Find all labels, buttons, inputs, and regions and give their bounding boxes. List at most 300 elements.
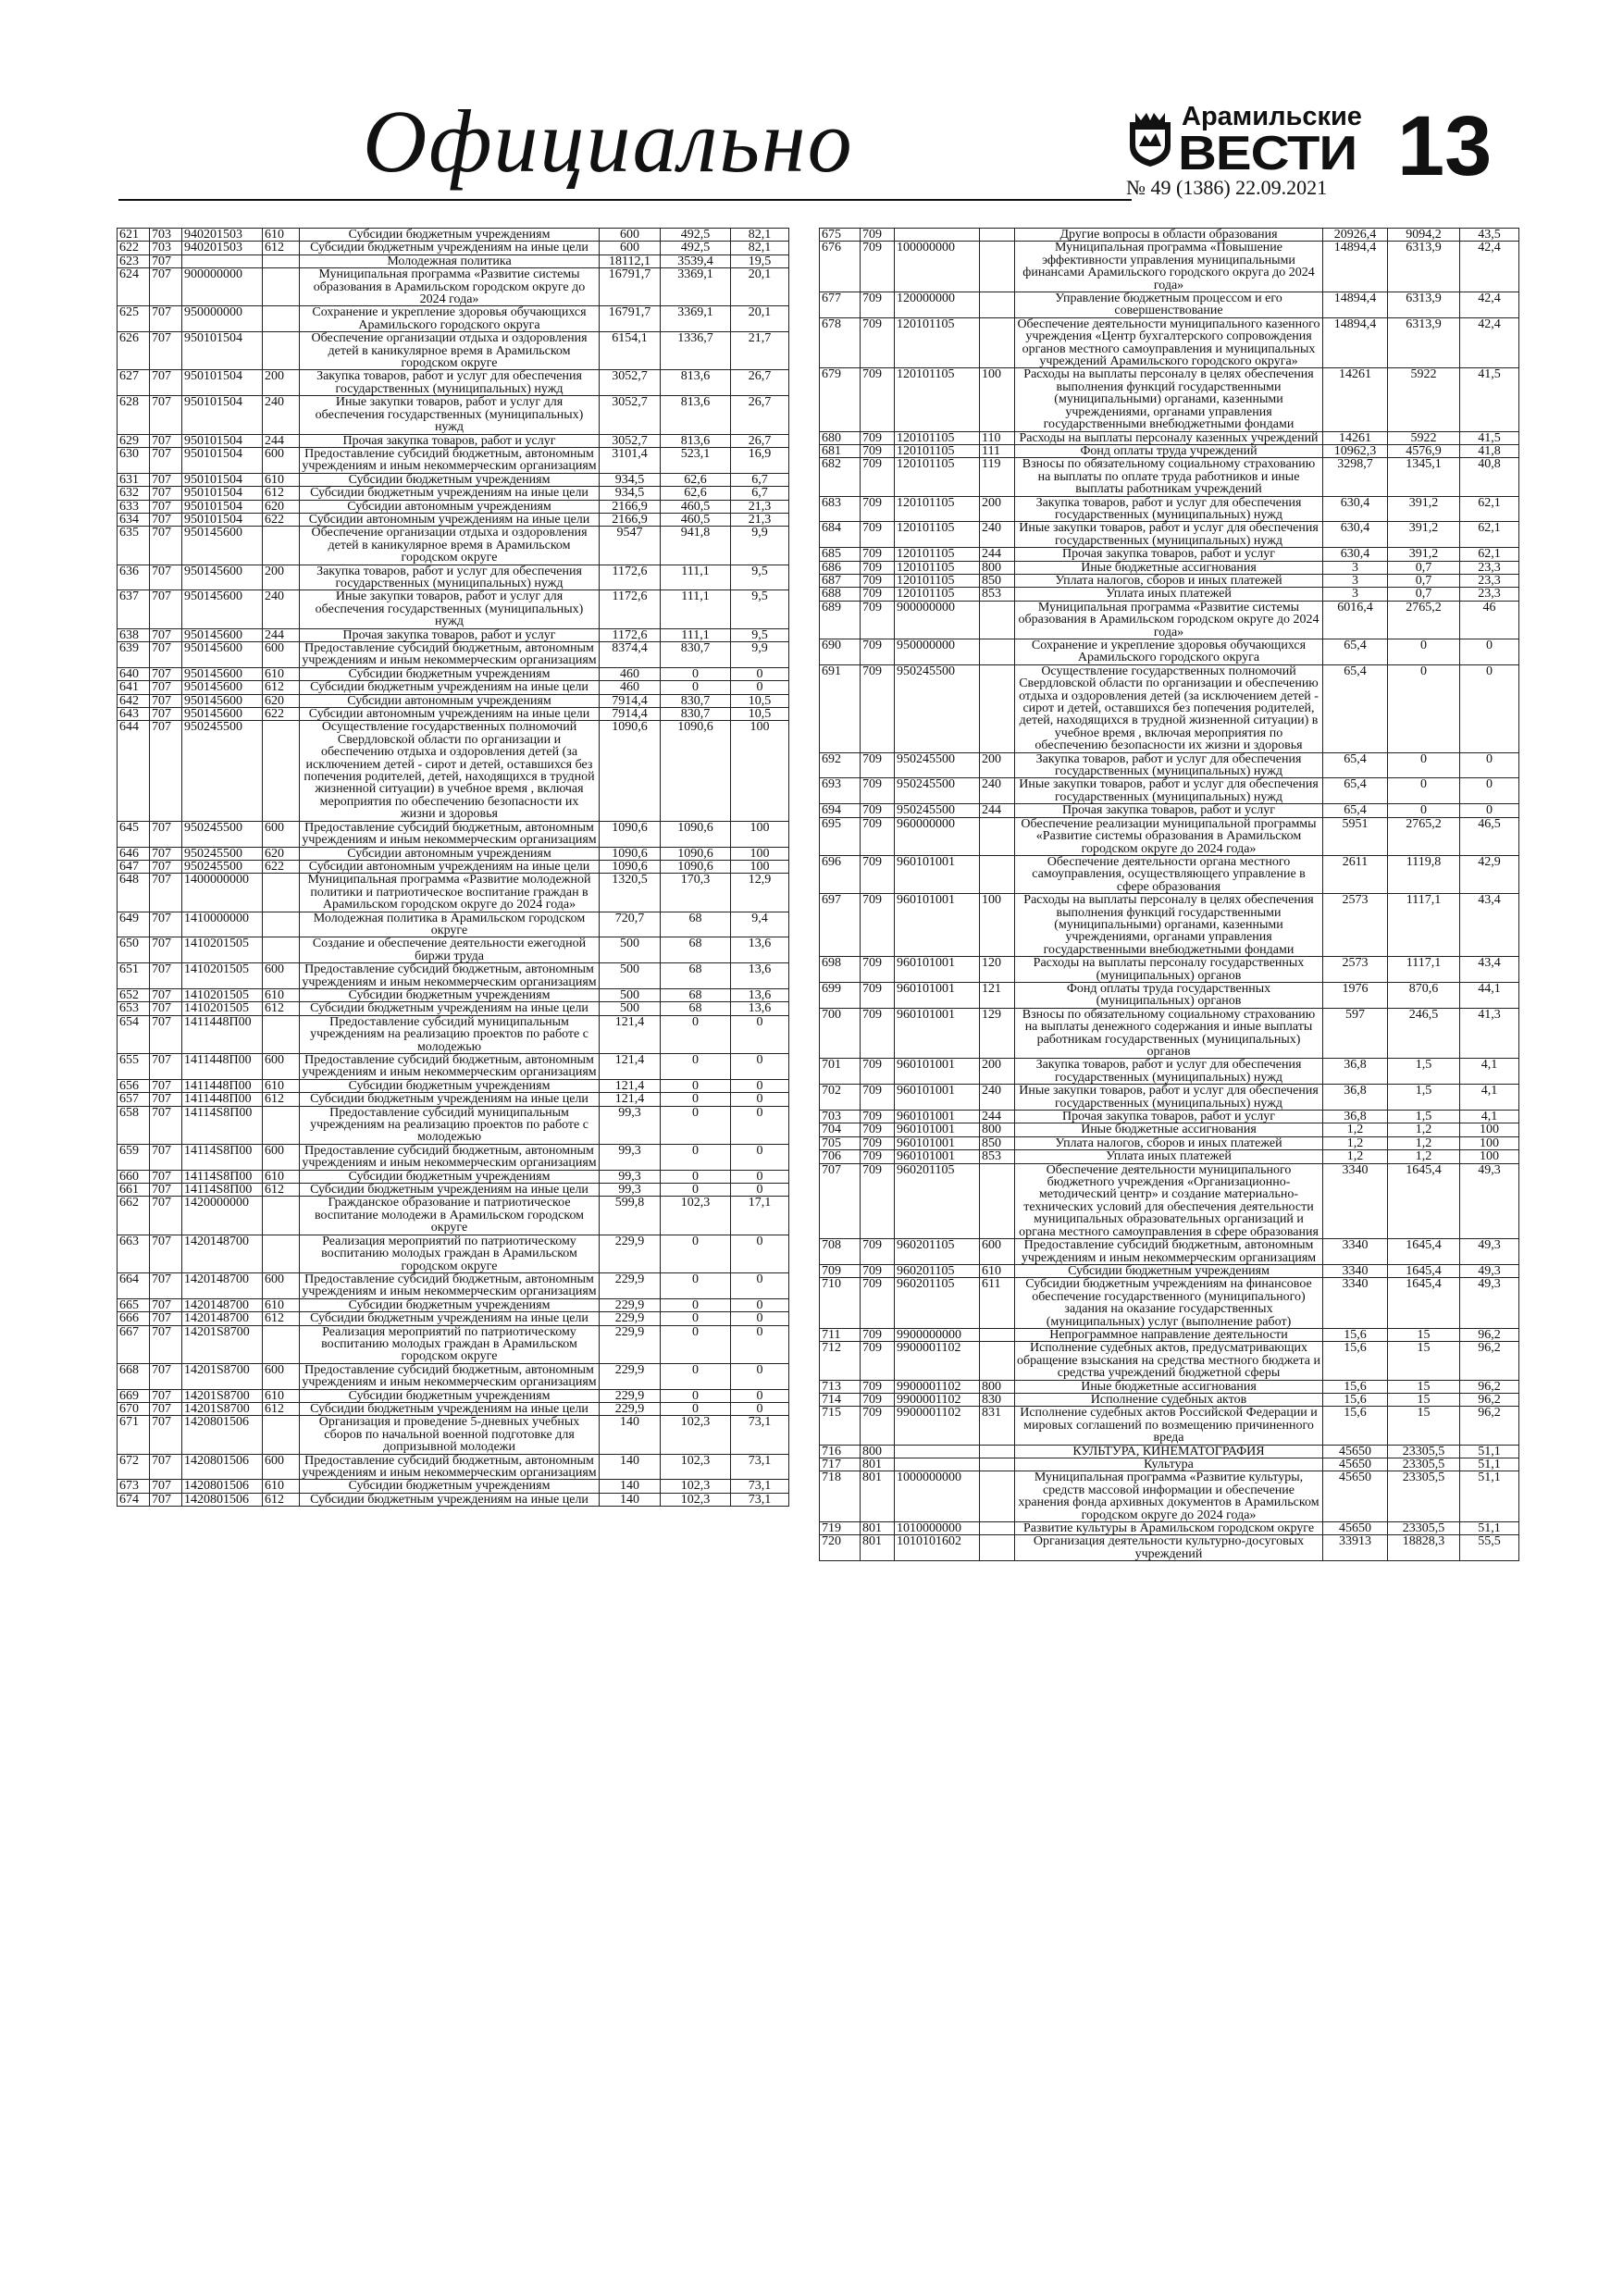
executed-amount-cell: 0: [1388, 778, 1460, 804]
section-code-cell: 707: [150, 667, 182, 680]
execution-percent-cell: 100: [1460, 1136, 1519, 1149]
section-code-cell: 709: [861, 982, 895, 1008]
section-code-cell: 707: [150, 1363, 182, 1389]
planned-amount-cell: 121,4: [600, 1054, 661, 1080]
table-row: [118, 370, 789, 396]
table-row: [820, 804, 1519, 817]
table-row: [118, 642, 789, 668]
target-article-cell: 1411448П00: [182, 1079, 263, 1092]
table-row: [820, 574, 1519, 587]
planned-amount-cell: 1172,6: [600, 590, 661, 628]
table-row: [118, 306, 789, 332]
planned-amount-cell: 1320,5: [600, 874, 661, 912]
table-row: [118, 513, 789, 526]
target-article-cell: 950145600: [182, 527, 263, 565]
executed-amount-cell: 68: [661, 963, 731, 989]
target-article-cell: 950101504: [182, 447, 263, 473]
row-number-cell: 707: [820, 1163, 861, 1238]
expense-type-cell: 612: [263, 487, 300, 500]
table-row: [820, 855, 1519, 893]
executed-amount-cell: 0: [661, 1184, 731, 1197]
target-article-cell: 1420801506: [182, 1454, 263, 1480]
section-code-cell: 707: [150, 821, 182, 847]
execution-percent-cell: 21,3: [731, 513, 789, 526]
expense-type-cell: 800: [980, 1123, 1015, 1136]
executed-amount-cell: 4576,9: [1388, 444, 1460, 457]
item-name-cell: Прочая закупка товаров, работ и услуг: [1015, 804, 1323, 817]
section-code-cell: 707: [150, 447, 182, 473]
execution-percent-cell: 0: [731, 1093, 789, 1106]
issue-number-date: № 49 (1386) 22.09.2021: [1126, 176, 1328, 199]
expense-type-cell: 622: [263, 708, 300, 721]
section-code-cell: 707: [150, 1197, 182, 1235]
target-article-cell: 1420148700: [182, 1235, 263, 1272]
target-article-cell: 1410201505: [182, 937, 263, 963]
table-row: [118, 1170, 789, 1183]
executed-amount-cell: 0: [661, 1054, 731, 1080]
table-row: [118, 821, 789, 847]
row-number-cell: 634: [118, 513, 150, 526]
section-code-cell: 707: [150, 847, 182, 860]
executed-amount-cell: 3369,1: [661, 306, 731, 332]
section-code-cell: 707: [150, 1325, 182, 1363]
expense-type-cell: 610: [263, 988, 300, 1001]
row-number-cell: 633: [118, 500, 150, 513]
expense-type-cell: 240: [980, 522, 1015, 548]
planned-amount-cell: 500: [600, 988, 661, 1001]
planned-amount-cell: 121,4: [600, 1015, 661, 1053]
table-row: [820, 548, 1519, 561]
row-number-cell: 653: [118, 1002, 150, 1015]
planned-amount-cell: 45650: [1323, 1458, 1388, 1471]
section-code-cell: 707: [150, 396, 182, 434]
section-code-cell: 709: [861, 778, 895, 804]
item-name-cell: Иные бюджетные ассигнования: [1015, 1380, 1323, 1393]
executed-amount-cell: 62,6: [661, 473, 731, 486]
target-article-cell: 14201S8700: [182, 1325, 263, 1363]
item-name-cell: Реализация мероприятий по патриотическому воспитанию молодых граждан в Арамильском городском округе: [300, 1235, 600, 1272]
item-name-cell: Иные закупки товаров, работ и услуг для обеспечения государственных (муниципальных) нужд: [300, 590, 600, 628]
section-code-cell: 709: [861, 1111, 895, 1123]
row-number-cell: 701: [820, 1059, 861, 1085]
section-code-cell: 709: [861, 1393, 895, 1406]
expense-type-cell: 600: [980, 1239, 1015, 1265]
planned-amount-cell: 500: [600, 963, 661, 989]
row-number-cell: 658: [118, 1106, 150, 1144]
execution-percent-cell: 12,9: [731, 874, 789, 912]
row-number-cell: 685: [820, 548, 861, 561]
item-name-cell: Закупка товаров, работ и услуг для обеспечения государственных (муниципальных) нужд: [1015, 1059, 1323, 1085]
planned-amount-cell: 229,9: [600, 1298, 661, 1311]
target-article-cell: 950000000: [182, 306, 263, 332]
target-article-cell: 960101001: [895, 1059, 980, 1085]
row-number-cell: 711: [820, 1328, 861, 1341]
target-article-cell: 120101105: [895, 458, 980, 496]
expense-type-cell: [980, 1535, 1015, 1561]
planned-amount-cell: 600: [600, 242, 661, 254]
table-row: [118, 332, 789, 370]
execution-percent-cell: 44,1: [1460, 982, 1519, 1008]
executed-amount-cell: 68: [661, 1002, 731, 1015]
table-row: [820, 752, 1519, 778]
expense-type-cell: [263, 332, 300, 370]
planned-amount-cell: 3340: [1323, 1163, 1388, 1238]
row-number-cell: 708: [820, 1239, 861, 1265]
execution-percent-cell: 55,5: [1460, 1535, 1519, 1561]
executed-amount-cell: 0,7: [1388, 588, 1460, 601]
target-article-cell: 1420148700: [182, 1312, 263, 1325]
execution-percent-cell: 0: [731, 1235, 789, 1272]
section-code-cell: 709: [861, 752, 895, 778]
item-name-cell: Закупка товаров, работ и услуг для обеспечения государственных (муниципальных) нужд: [300, 370, 600, 396]
row-number-cell: 649: [118, 912, 150, 937]
executed-amount-cell: 3539,4: [661, 254, 731, 267]
row-number-cell: 673: [118, 1480, 150, 1493]
section-code-cell: 707: [150, 1054, 182, 1080]
executed-amount-cell: 0: [661, 1363, 731, 1389]
target-article-cell: 950245500: [182, 721, 263, 821]
table-row: [118, 1454, 789, 1480]
executed-amount-cell: 1345,1: [1388, 458, 1460, 496]
execution-percent-cell: 4,1: [1460, 1059, 1519, 1085]
execution-percent-cell: 23,3: [1460, 574, 1519, 587]
executed-amount-cell: 460,5: [661, 500, 731, 513]
section-code-cell: 709: [861, 1328, 895, 1341]
table-row: [820, 317, 1519, 368]
executed-amount-cell: 523,1: [661, 447, 731, 473]
item-name-cell: Расходы на выплаты персоналу в целях обеспечения выполнения функций государственными (муниципальными) органами, казенными учреждениями, органами управления государственными внебюджетными фондами: [1015, 894, 1323, 957]
execution-percent-cell: 62,1: [1460, 496, 1519, 522]
section-code-cell: 707: [150, 1416, 182, 1454]
expense-type-cell: 850: [980, 574, 1015, 587]
budget-table-left: [117, 228, 789, 1507]
section-code-cell: 707: [150, 513, 182, 526]
row-number-cell: 648: [118, 874, 150, 912]
section-code-cell: 707: [150, 1389, 182, 1402]
planned-amount-cell: 597: [1323, 1008, 1388, 1059]
planned-amount-cell: 15,6: [1323, 1342, 1388, 1380]
item-name-cell: Предоставление субсидий бюджетным, автономным учреждениям и иным некоммерческим организациям: [300, 1272, 600, 1298]
execution-percent-cell: 9,5: [731, 628, 789, 641]
target-article-cell: 1410201505: [182, 1002, 263, 1015]
item-name-cell: Иные бюджетные ассигнования: [1015, 561, 1323, 574]
target-article-cell: [895, 1458, 980, 1471]
target-article-cell: 1411448П00: [182, 1054, 263, 1080]
item-name-cell: Муниципальная программа «Развитие культуры, средств массовой информации и обеспечение хранения фонда архивных документов в Арамильском городском округе до 2024 года»: [1015, 1471, 1323, 1522]
table-row: [820, 778, 1519, 804]
executed-amount-cell: 0: [661, 1402, 731, 1415]
target-article-cell: 1420801506: [182, 1416, 263, 1454]
item-name-cell: Субсидии бюджетным учреждениям: [300, 988, 600, 1001]
item-name-cell: Муниципальная программа «Развитие системы образования в Арамильском городском округе до 2024 года»: [1015, 601, 1323, 639]
section-title: Официально: [363, 92, 854, 191]
expense-type-cell: 800: [980, 561, 1015, 574]
planned-amount-cell: 36,8: [1323, 1085, 1388, 1111]
execution-percent-cell: 19,5: [731, 254, 789, 267]
target-article-cell: 950245500: [895, 664, 980, 752]
section-code-cell: 709: [861, 1123, 895, 1136]
executed-amount-cell: 5922: [1388, 431, 1460, 444]
table-row: [820, 957, 1519, 983]
execution-percent-cell: 0: [731, 1298, 789, 1311]
target-article-cell: 950101504: [182, 370, 263, 396]
row-number-cell: 647: [118, 860, 150, 873]
row-number-cell: 663: [118, 1235, 150, 1272]
row-number-cell: 632: [118, 487, 150, 500]
item-name-cell: Гражданское образование и патриотическое воспитание молодежи в Арамильском городском округе: [300, 1197, 600, 1235]
item-name-cell: Субсидии бюджетным учреждениям на иные цели: [300, 1402, 600, 1415]
target-article-cell: 960201105: [895, 1163, 980, 1238]
executed-amount-cell: 15: [1388, 1328, 1460, 1341]
table-row: [820, 431, 1519, 444]
expense-type-cell: 830: [980, 1393, 1015, 1406]
expense-type-cell: 611: [980, 1278, 1015, 1329]
section-code-cell: 709: [861, 368, 895, 431]
item-name-cell: Субсидии бюджетным учреждениям: [300, 229, 600, 242]
row-number-cell: 652: [118, 988, 150, 1001]
table-row: [118, 721, 789, 821]
executed-amount-cell: 0: [661, 1235, 731, 1272]
section-code-cell: 709: [861, 1008, 895, 1059]
target-article-cell: 14114S8П00: [182, 1144, 263, 1170]
section-code-cell: 709: [861, 561, 895, 574]
target-article-cell: 9900001102: [895, 1393, 980, 1406]
execution-percent-cell: 73,1: [731, 1454, 789, 1480]
section-code-cell: 709: [861, 229, 895, 242]
executed-amount-cell: 0: [661, 1106, 731, 1144]
expense-type-cell: [980, 1471, 1015, 1522]
target-article-cell: 950101504: [182, 487, 263, 500]
section-code-cell: 707: [150, 370, 182, 396]
row-number-cell: 714: [820, 1393, 861, 1406]
executed-amount-cell: 1090,6: [661, 821, 731, 847]
planned-amount-cell: 720,7: [600, 912, 661, 937]
execution-percent-cell: 0: [1460, 639, 1519, 665]
executed-amount-cell: 870,6: [1388, 982, 1460, 1008]
target-article-cell: 120101105: [895, 368, 980, 431]
executed-amount-cell: 102,3: [661, 1493, 731, 1506]
expense-type-cell: [980, 1458, 1015, 1471]
expense-type-cell: [263, 268, 300, 306]
planned-amount-cell: 16791,7: [600, 268, 661, 306]
executed-amount-cell: 0: [1388, 639, 1460, 665]
item-name-cell: Субсидии бюджетным учреждениям: [300, 1480, 600, 1493]
execution-percent-cell: 96,2: [1460, 1342, 1519, 1380]
item-name-cell: Организация деятельности культурно-досуговых учреждений: [1015, 1535, 1323, 1561]
execution-percent-cell: 0: [731, 1079, 789, 1092]
table-row: [118, 1235, 789, 1272]
planned-amount-cell: 1976: [1323, 982, 1388, 1008]
executed-amount-cell: 0: [661, 1093, 731, 1106]
item-name-cell: Расходы на выплаты персоналу в целях обеспечения выполнения функций государственными (муниципальными) органами, казенными учреждениями, органами управления государственными внебюджетными фондами: [1015, 368, 1323, 431]
item-name-cell: Фонд оплаты труда учреждений: [1015, 444, 1323, 457]
planned-amount-cell: 1090,6: [600, 847, 661, 860]
row-number-cell: 626: [118, 332, 150, 370]
expense-type-cell: 600: [263, 1054, 300, 1080]
expense-type-cell: 110: [980, 431, 1015, 444]
item-name-cell: Уплата иных платежей: [1015, 588, 1323, 601]
item-name-cell: Иные бюджетные ассигнования: [1015, 1123, 1323, 1136]
row-number-cell: 671: [118, 1416, 150, 1454]
section-code-cell: 707: [150, 1402, 182, 1415]
execution-percent-cell: 51,1: [1460, 1471, 1519, 1522]
item-name-cell: Непрограммное направление деятельности: [1015, 1328, 1323, 1341]
table-row: [820, 242, 1519, 292]
target-article-cell: 960201105: [895, 1278, 980, 1329]
section-code-cell: 707: [150, 1272, 182, 1298]
planned-amount-cell: 600: [600, 229, 661, 242]
row-number-cell: 654: [118, 1015, 150, 1053]
executed-amount-cell: 0: [1388, 804, 1460, 817]
expense-type-cell: [263, 1106, 300, 1144]
row-number-cell: 638: [118, 628, 150, 641]
target-article-cell: 960101001: [895, 982, 980, 1008]
executed-amount-cell: 1,5: [1388, 1085, 1460, 1111]
expense-type-cell: [980, 1522, 1015, 1535]
executed-amount-cell: 0: [661, 1015, 731, 1053]
execution-percent-cell: 51,1: [1460, 1458, 1519, 1471]
planned-amount-cell: 45650: [1323, 1445, 1388, 1458]
planned-amount-cell: 630,4: [1323, 548, 1388, 561]
row-number-cell: 627: [118, 370, 150, 396]
item-name-cell: Субсидии автономным учреждениям на иные цели: [300, 708, 600, 721]
item-name-cell: Субсидии бюджетным учреждениям: [300, 1298, 600, 1311]
item-name-cell: Другие вопросы в области образования: [1015, 229, 1323, 242]
expense-type-cell: 200: [980, 752, 1015, 778]
row-number-cell: 665: [118, 1298, 150, 1311]
row-number-cell: 664: [118, 1272, 150, 1298]
target-article-cell: 14201S8700: [182, 1402, 263, 1415]
executed-amount-cell: 1119,8: [1388, 855, 1460, 893]
section-code-cell: 707: [150, 527, 182, 565]
expense-type-cell: 610: [263, 1079, 300, 1092]
execution-percent-cell: 0: [731, 667, 789, 680]
target-article-cell: 120101105: [895, 588, 980, 601]
section-code-cell: 707: [150, 1235, 182, 1272]
planned-amount-cell: 45650: [1323, 1471, 1388, 1522]
planned-amount-cell: 1090,6: [600, 860, 661, 873]
planned-amount-cell: 7914,4: [600, 694, 661, 707]
section-code-cell: 703: [150, 242, 182, 254]
table-row: [820, 1264, 1519, 1277]
row-number-cell: 651: [118, 963, 150, 989]
execution-percent-cell: 42,4: [1460, 242, 1519, 292]
row-number-cell: 640: [118, 667, 150, 680]
item-name-cell: Муниципальная программа «Развитие системы образования в Арамильском городском округе до 2024 года»: [300, 268, 600, 306]
target-article-cell: 950145600: [182, 565, 263, 590]
execution-percent-cell: 73,1: [731, 1480, 789, 1493]
execution-percent-cell: 49,3: [1460, 1239, 1519, 1265]
execution-percent-cell: 100: [731, 821, 789, 847]
expense-type-cell: 200: [263, 565, 300, 590]
executed-amount-cell: 941,8: [661, 527, 731, 565]
expense-type-cell: 610: [263, 1480, 300, 1493]
table-row: [820, 1085, 1519, 1111]
row-number-cell: 629: [118, 434, 150, 447]
section-code-cell: 709: [861, 1059, 895, 1085]
budget-table-right: [819, 228, 1519, 1561]
target-article-cell: 950145600: [182, 681, 263, 694]
target-article-cell: 1010000000: [895, 1522, 980, 1535]
executed-amount-cell: 6313,9: [1388, 242, 1460, 292]
item-name-cell: Организация и проведение 5-дневных учебных сборов по начальной военной подготовке для допризывной молодежи: [300, 1416, 600, 1454]
section-code-cell: 707: [150, 590, 182, 628]
table-row: [118, 527, 789, 565]
item-name-cell: Субсидии бюджетным учреждениям: [300, 1170, 600, 1183]
row-number-cell: 696: [820, 855, 861, 893]
planned-amount-cell: 630,4: [1323, 522, 1388, 548]
executed-amount-cell: 0: [661, 1298, 731, 1311]
table-row: [118, 1298, 789, 1311]
section-code-cell: 709: [861, 1380, 895, 1393]
expense-type-cell: 600: [263, 1144, 300, 1170]
row-number-cell: 628: [118, 396, 150, 434]
expense-type-cell: 120: [980, 957, 1015, 983]
executed-amount-cell: 68: [661, 937, 731, 963]
row-number-cell: 692: [820, 752, 861, 778]
table-row: [118, 1002, 789, 1015]
section-code-cell: 709: [861, 957, 895, 983]
executed-amount-cell: 1117,1: [1388, 894, 1460, 957]
row-number-cell: 682: [820, 458, 861, 496]
executed-amount-cell: 6313,9: [1388, 292, 1460, 318]
planned-amount-cell: 2573: [1323, 894, 1388, 957]
expense-type-cell: 850: [980, 1136, 1015, 1149]
target-article-cell: 1411448П00: [182, 1093, 263, 1106]
execution-percent-cell: 16,9: [731, 447, 789, 473]
execution-percent-cell: 0: [1460, 664, 1519, 752]
item-name-cell: Уплата налогов, сборов и иных платежей: [1015, 1136, 1323, 1149]
expense-type-cell: 240: [263, 590, 300, 628]
expense-type-cell: [263, 1416, 300, 1454]
item-name-cell: Прочая закупка товаров, работ и услуг: [300, 628, 600, 641]
section-code-cell: 709: [861, 431, 895, 444]
executed-amount-cell: 0: [661, 1144, 731, 1170]
table-row: [118, 590, 789, 628]
section-code-cell: 707: [150, 332, 182, 370]
table-row: [118, 912, 789, 937]
row-number-cell: 636: [118, 565, 150, 590]
row-number-cell: 659: [118, 1144, 150, 1170]
planned-amount-cell: 10962,3: [1323, 444, 1388, 457]
target-article-cell: 9900001102: [895, 1380, 980, 1393]
execution-percent-cell: 0: [731, 1015, 789, 1053]
section-code-cell: 709: [861, 639, 895, 665]
expense-type-cell: 612: [263, 1184, 300, 1197]
table-row: [118, 254, 789, 267]
item-name-cell: Субсидии бюджетным учреждениям: [300, 473, 600, 486]
execution-percent-cell: 13,6: [731, 963, 789, 989]
row-number-cell: 661: [118, 1184, 150, 1197]
expense-type-cell: [980, 317, 1015, 368]
section-code-cell: 709: [861, 588, 895, 601]
expense-type-cell: [980, 817, 1015, 855]
execution-percent-cell: 13,6: [731, 1002, 789, 1015]
planned-amount-cell: 460: [600, 667, 661, 680]
planned-amount-cell: 18112,1: [600, 254, 661, 267]
row-number-cell: 687: [820, 574, 861, 587]
target-article-cell: 120101105: [895, 522, 980, 548]
item-name-cell: Предоставление субсидий бюджетным, автономным учреждениям и иным некоммерческим организациям: [300, 1363, 600, 1389]
expense-type-cell: 600: [263, 821, 300, 847]
section-code-cell: 707: [150, 628, 182, 641]
executed-amount-cell: 391,2: [1388, 522, 1460, 548]
execution-percent-cell: 0: [731, 1106, 789, 1144]
table-row: [118, 229, 789, 242]
execution-percent-cell: 40,8: [1460, 458, 1519, 496]
item-name-cell: Муниципальная программа «Развитие молодежной политики и патриотическое воспитание граждан в Арамильском городском округе до 2024 года»: [300, 874, 600, 912]
section-code-cell: 707: [150, 694, 182, 707]
